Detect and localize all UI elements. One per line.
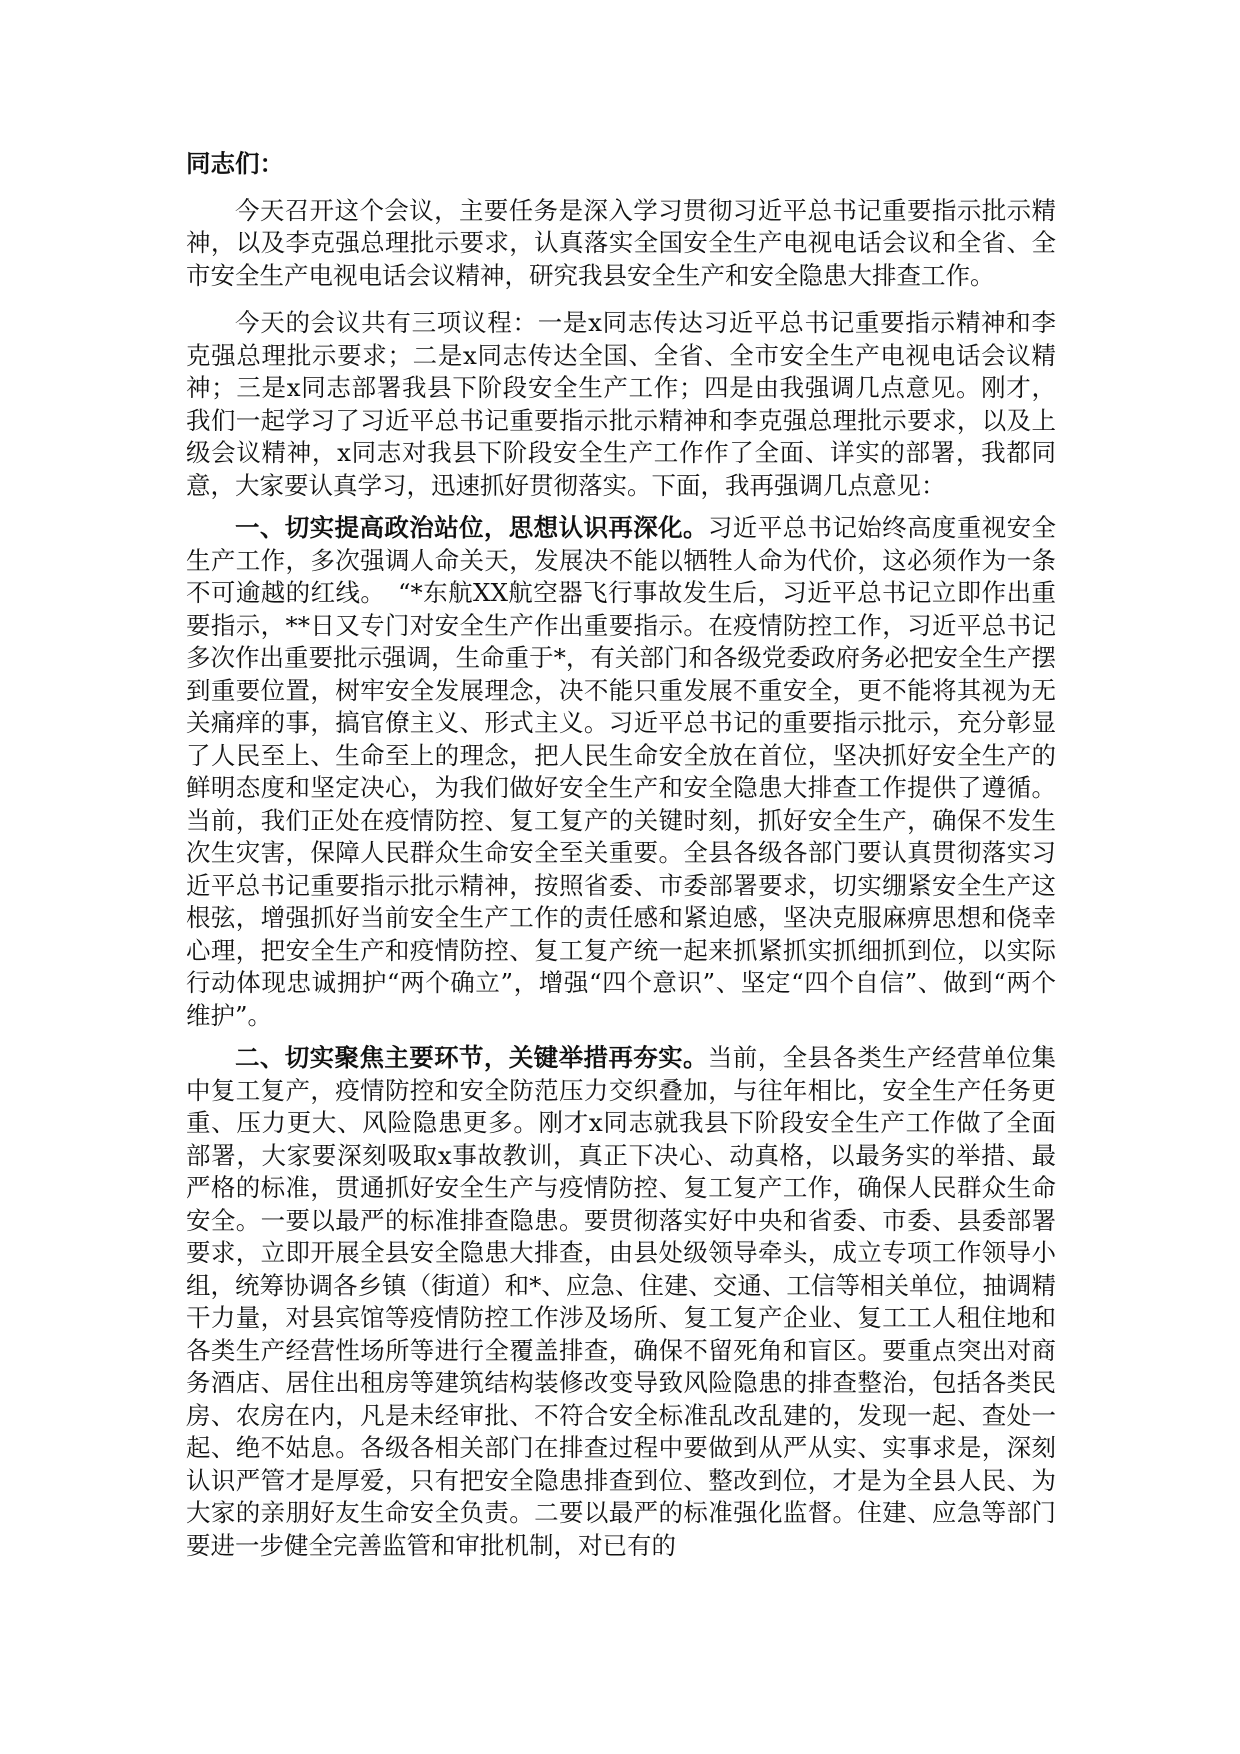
section-heading: 二、切实聚焦主要环节，关键举措再夯实。	[235, 1043, 708, 1072]
paragraph-text: 当前，全县各类生产经营单位集中复工复产，疫情防控和安全防范压力交织叠加，与往年相比，安全生产任务更重、压力更大、风险隐患更多。刚才x同志就我县下阶段安全生产工作做了全面部署，大家要深刻吸取x事故教训，真正下决心、动真格，以最务实的举措、最严格的标准，贯通抓好安全生产与疫情防控、复工复产工作，确保人民群众生命安全。一要以最严的标准排查隐患。要贯彻落实好中央和省委、市委、县委部署要求，立即开展全县安全隐患大排查，由县处级领导牵头，成立专项工作领导小组，统筹协调各乡镇（街道）和*、应急、住建、交通、工信等相关单位，抽调精干力量，对县宾馆等疫情防控工作涉及场所、复工复产企业、复工工人租住地和各类生产经营性场所等进行全覆盖排查，确保不留死角和盲区。要重点突出对商务酒店、居住出租房等建筑结构装修改变导致风险隐患的排查整治，包括各类民房、农房在内，凡是未经审批、不符合安全标准乱改乱建的，发现一起、查处一起、绝不姑息。各级各相关部门在排查过程中要做到从严从实、实事求是，深刻认识严管才是厚爱，只有把安全隐患排查到位、整改到位，才是为全县人民、为大家的亲朋好友生命安全负责。二要以最严的标准强化监督。住建、应急等部门要进一步健全完善监管和审批机制，对已有的	[186, 1043, 1056, 1560]
salutation: 同志们：	[186, 149, 284, 178]
paragraph-text: 今天的会议共有三项议程：一是x同志传达习近平总书记重要指示精神和李克强总理批示要求；二是x同志传达全国、全省、全市安全生产电视电话会议精神；三是x同志部署我县下阶段安全生产工作；四是由我强调几点意见。刚才，我们一起学习了习近平总书记重要指示批示精神和李克强总理批示要求，以及上级会议精神，x同志对我县下阶段安全生产工作作了全面、详实的部署，我都同意，大家要认真学习，迅速抓好贯彻落实。下面，我再强调几点意见：	[186, 308, 1056, 500]
paragraph-agenda	[186, 307, 1056, 502]
paragraph-text: 今天召开这个会议，主要任务是深入学习贯彻习近平总书记重要指示批示精神，以及李克强总理批示要求，认真落实全国安全生产电视电话会议和全省、全市安全生产电视电话会议精神，研究我县安全生产和安全隐患大排查工作。	[186, 195, 1056, 290]
section-heading: 一、切实提高政治站位，思想认识再深化。	[235, 513, 708, 542]
paragraph-text: 习近平总书记始终高度重视安全生产工作，多次强调人命关天，发展决不能以牺牲人命为代价，这必须作为一条不可逾越的红线。 “*东航XX航空器飞行事故发生后，习近平总书记立即作出重要指示，**日又专门对安全生产作出重要指示。在疫情防控工作，习近平总书记多次作出重要批示强调，生命重于*，有关部门和各级党委政府务必把安全生产摆到重要位置，树牢安全发展理念，决不能只重发展不重安全，更不能将其视为无关痛痒的事，搞官僚主义、形式主义。习近平总书记的重要指示批示，充分彰显了人民至上、生命至上的理念，把人民生命安全放在首位，坚决抓好安全生产的鲜明态度和坚定决心，为我们做好安全生产和安全隐患大排查工作提供了遵循。当前，我们正处在疫情防控、复工复产的关键时刻，抓好安全生产，确保不发生次生灾害，保障人民群众生命安全至关重要。全县各级各部门要认真贯彻落实习近平总书记重要指示批示精神，按照省委、市委部署要求，切实绷紧安全生产这根弦，增强抓好当前安全生产工作的责任感和紧迫感，坚决克服麻痹思想和侥幸心理，把安全生产和疫情防控、复工复产统一起来抓紧抓实抓细抓到位，以实际行动体现忠诚拥护“两个确立”，增强“四个意识”、坚定“四个自信”、做到“两个维护”。	[186, 513, 1056, 1030]
paragraph-opening	[186, 195, 1056, 293]
paragraph-section-two	[186, 1042, 1056, 1562]
document-body	[186, 148, 1056, 1577]
paragraph-section-one	[186, 512, 1056, 1032]
